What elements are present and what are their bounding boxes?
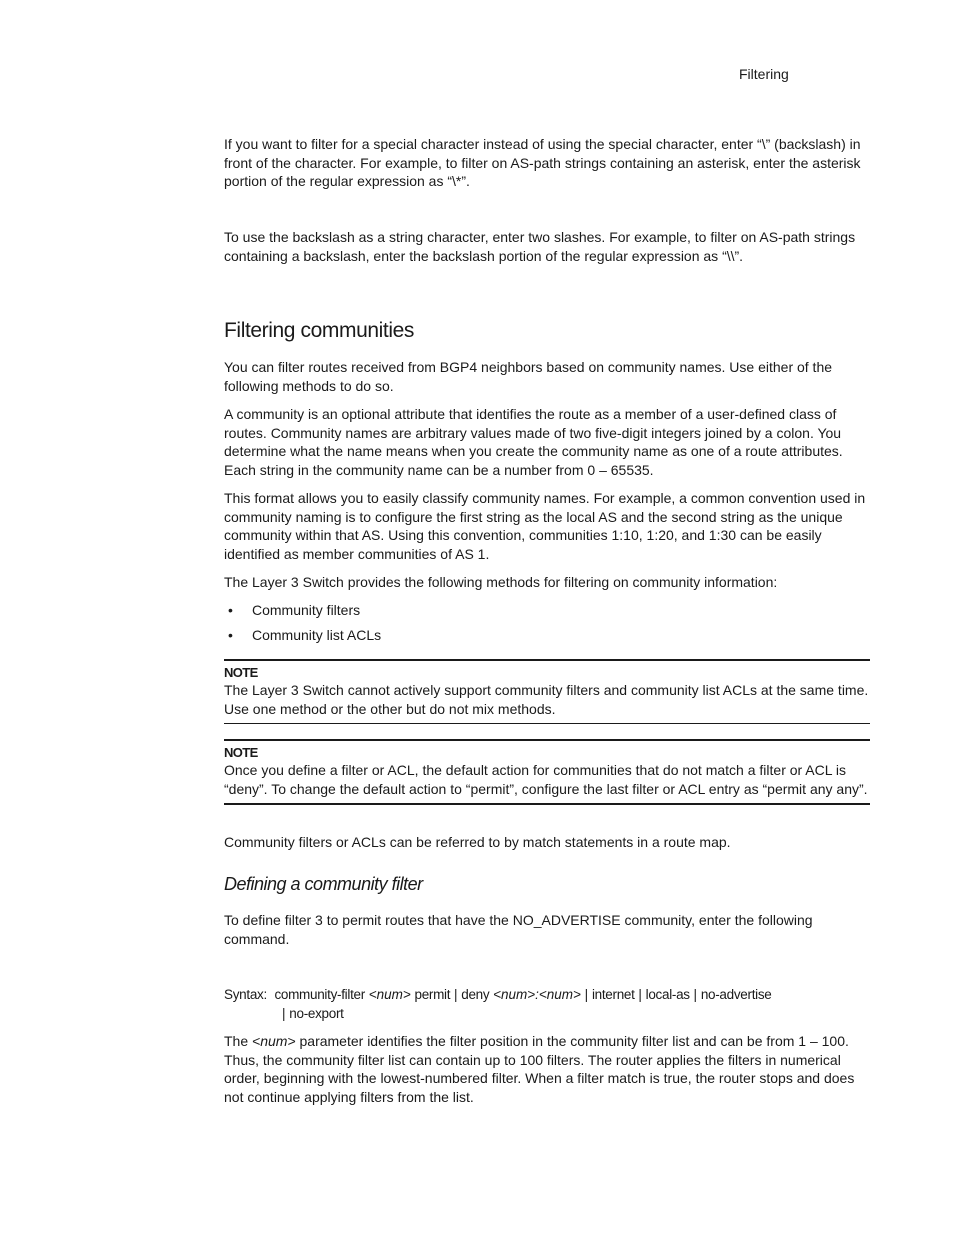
- syntax-separator: |: [453, 987, 458, 1002]
- note-box-default-action: [224, 739, 870, 805]
- syntax-line-1: [224, 986, 870, 1005]
- paragraph-num-parameter: [224, 1032, 870, 1107]
- subsection-heading: Defining a community filter: [224, 874, 423, 894]
- list-item: [224, 626, 870, 651]
- paragraph-match-statements: Community filters or ACLs can be referred to by match statements in a route map.: [224, 834, 731, 850]
- syntax-param: <num>: [368, 987, 411, 1002]
- list-item-label: Community list ACLs: [252, 627, 382, 643]
- syntax-param: <num>:<num>: [493, 987, 581, 1002]
- running-header: Filtering: [739, 66, 789, 82]
- param-name: <num>: [252, 1033, 296, 1049]
- syntax-keyword: local-as: [645, 987, 690, 1002]
- paragraph-format: This format allows you to easily classify community names. For example, a common convention used in community naming is to configure the first string as the local AS and the second string as the unique community within that AS. Using this convention, communities 1:10, 1:20, and 1:30 can be easily identified as member communities of AS 1.: [224, 490, 866, 563]
- syntax-separator: |: [584, 987, 589, 1002]
- list-item: [224, 601, 870, 626]
- note-text: Once you define a filter or ACL, the default action for communities that do not match a filter or ACL is “deny”. To change the default action to “permit”, configure the last filter or ACL entry as “permit any any”.: [224, 762, 868, 797]
- syntax-line-2: [224, 1005, 870, 1024]
- syntax-keyword: permit: [414, 987, 451, 1002]
- note-text: The Layer 3 Switch cannot actively support community filters and community list ACLs at the same time. Use one method or the other but do not mix methods.: [224, 682, 869, 717]
- note-box-mixing: [224, 659, 870, 724]
- paragraph-methods: The Layer 3 Switch provides the following methods for filtering on community information:: [224, 574, 778, 590]
- paragraph-special-character: If you want to filter for a special character instead of using the special character, enter “\” (backslash) in front of the character. For example, to filter on AS-path strings containing an asterisk, enter the asterisk portion of the regular expression as “\*”.: [224, 136, 861, 190]
- methods-list: [224, 601, 870, 651]
- bullet-icon: •: [228, 627, 233, 643]
- syntax-label: Syntax:: [224, 987, 267, 1002]
- syntax-separator: |: [693, 987, 698, 1002]
- note-label: NOTE: [224, 745, 258, 760]
- syntax-separator: |: [282, 1005, 286, 1021]
- syntax-keyword: no-advertise: [700, 987, 772, 1002]
- paragraph-backslash: To use the backslash as a string character, enter two slashes. For example, to filter on AS-path strings containing a backslash, enter the backslash portion of the regular expression as “\\”.: [224, 229, 856, 264]
- syntax-block: [224, 986, 870, 1023]
- paragraph-intro: You can filter routes received from BGP4 neighbors based on community names. Use either of the following methods to do so.: [224, 359, 833, 394]
- note-label: NOTE: [224, 665, 258, 680]
- section-heading: Filtering communities: [224, 319, 414, 342]
- syntax-separator: |: [638, 987, 642, 1002]
- syntax-keyword: deny: [461, 987, 490, 1002]
- paragraph-community-definition: A community is an optional attribute that identifies the route as a member of a user-defined class of routes. Community names are arbitrary values made of two five-digit integers joined by a colon. You determine what the name means when you create the community name as one of a route attributes. Each string in the community name can be a number from 0 – 65535.: [224, 406, 843, 479]
- syntax-keyword: no-export: [289, 1005, 344, 1021]
- text-run: parameter identifies the filter position in the community filter list and can be from 1 – 100. Thus, the community filter list can contain up to 100 filters. The router applies the filters in numerical order, beginning with the lowest-numbered filter. When a filter match is true, the router stops and does not continue applying filters from the list.: [224, 1033, 855, 1106]
- syntax-command: community-filter: [274, 987, 365, 1002]
- syntax-keyword: internet: [591, 987, 635, 1002]
- list-item-label: Community filters: [252, 602, 361, 618]
- paragraph-define-filter: To define filter 3 to permit routes that have the NO_ADVERTISE community, enter the following command.: [224, 912, 813, 947]
- text-run: The: [224, 1033, 253, 1049]
- bullet-icon: •: [228, 602, 233, 618]
